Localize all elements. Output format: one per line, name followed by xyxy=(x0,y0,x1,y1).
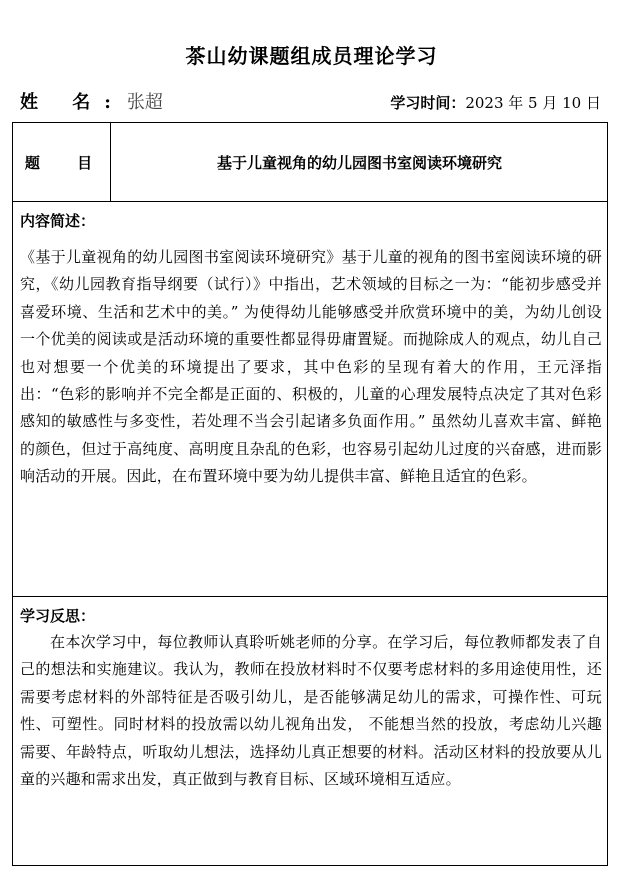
summary-label: 内容简述： xyxy=(20,212,96,230)
document-title: 茶山幼课题组成员理论学习 xyxy=(185,44,438,68)
summary-section xyxy=(13,202,607,597)
reflection-label: 学习反思： xyxy=(20,607,96,625)
study-time-value: 2023 年 5 月 10 日 xyxy=(465,94,601,112)
topic-value: 基于儿童视角的幼儿园图书室阅读环境研究 xyxy=(216,153,502,172)
topic-label: 题 目 xyxy=(13,123,111,201)
reflection-section xyxy=(13,597,607,865)
name-value: 张超 xyxy=(126,92,163,113)
reflection-text: 在本次学习中，每位教师认真聆听姚老师的分享。在学习后，每位教师都发表了自己的想法和实施建议。我认为，教师在投放材料时不仅要考虑材料的多用途使用性，还需要考虑材料的外部特征是否吸引幼儿，是否能够满足幼儿的需求，可操作性、可玩性、可塑性。同时材料的投放需以幼儿视角出发， 不能想当然的投放，考虑幼儿兴趣需要、年龄特点，听取幼儿想法，选择幼儿真正想要的材料。活动区材料的投放要从儿童的兴趣和需求出发，真正做到与教育目标、区域环境相互适应。 xyxy=(20,633,602,789)
record-table xyxy=(12,122,608,866)
study-time-line xyxy=(390,92,601,113)
summary-text: 《基于儿童视角的幼儿园图书室阅读环境研究》基于儿童的视角的图书室阅读环境的研究，《幼儿园教育指导纲要（试行）》中指出，艺术领域的目标之一为：“能初步感受并喜爱环境、生活和艺术中的美。” 为使得幼儿能够感受并欣赏环境中的美，为幼儿创设一个优美的阅读或是活动环境的重要性都显得毋庸置疑。而抛除成人的观点，幼儿自己也对想要一个优美的环境提出了要求，其中色彩的呈现有着大的作用，王元泽指出：“色彩的影响并不完全都是正面的、积极的，儿童的心理发展特点决定了其对色彩感知的敏感性与多变性，若处理不当会引起诸多负面作用。” 虽然幼儿喜欢丰富、鲜艳的颜色，但过于高纯度、高明度且杂乱的色彩，也容易引起幼儿过度的兴奋感，进而影响活动的开展。因此，在布置环境中要为幼儿提供丰富、鲜艳且适宜的色彩。 xyxy=(20,248,602,486)
study-time-label: 学习时间： xyxy=(390,94,466,112)
topic-row xyxy=(13,123,607,202)
name-line xyxy=(20,88,163,114)
name-label: 姓 名: xyxy=(20,92,125,113)
